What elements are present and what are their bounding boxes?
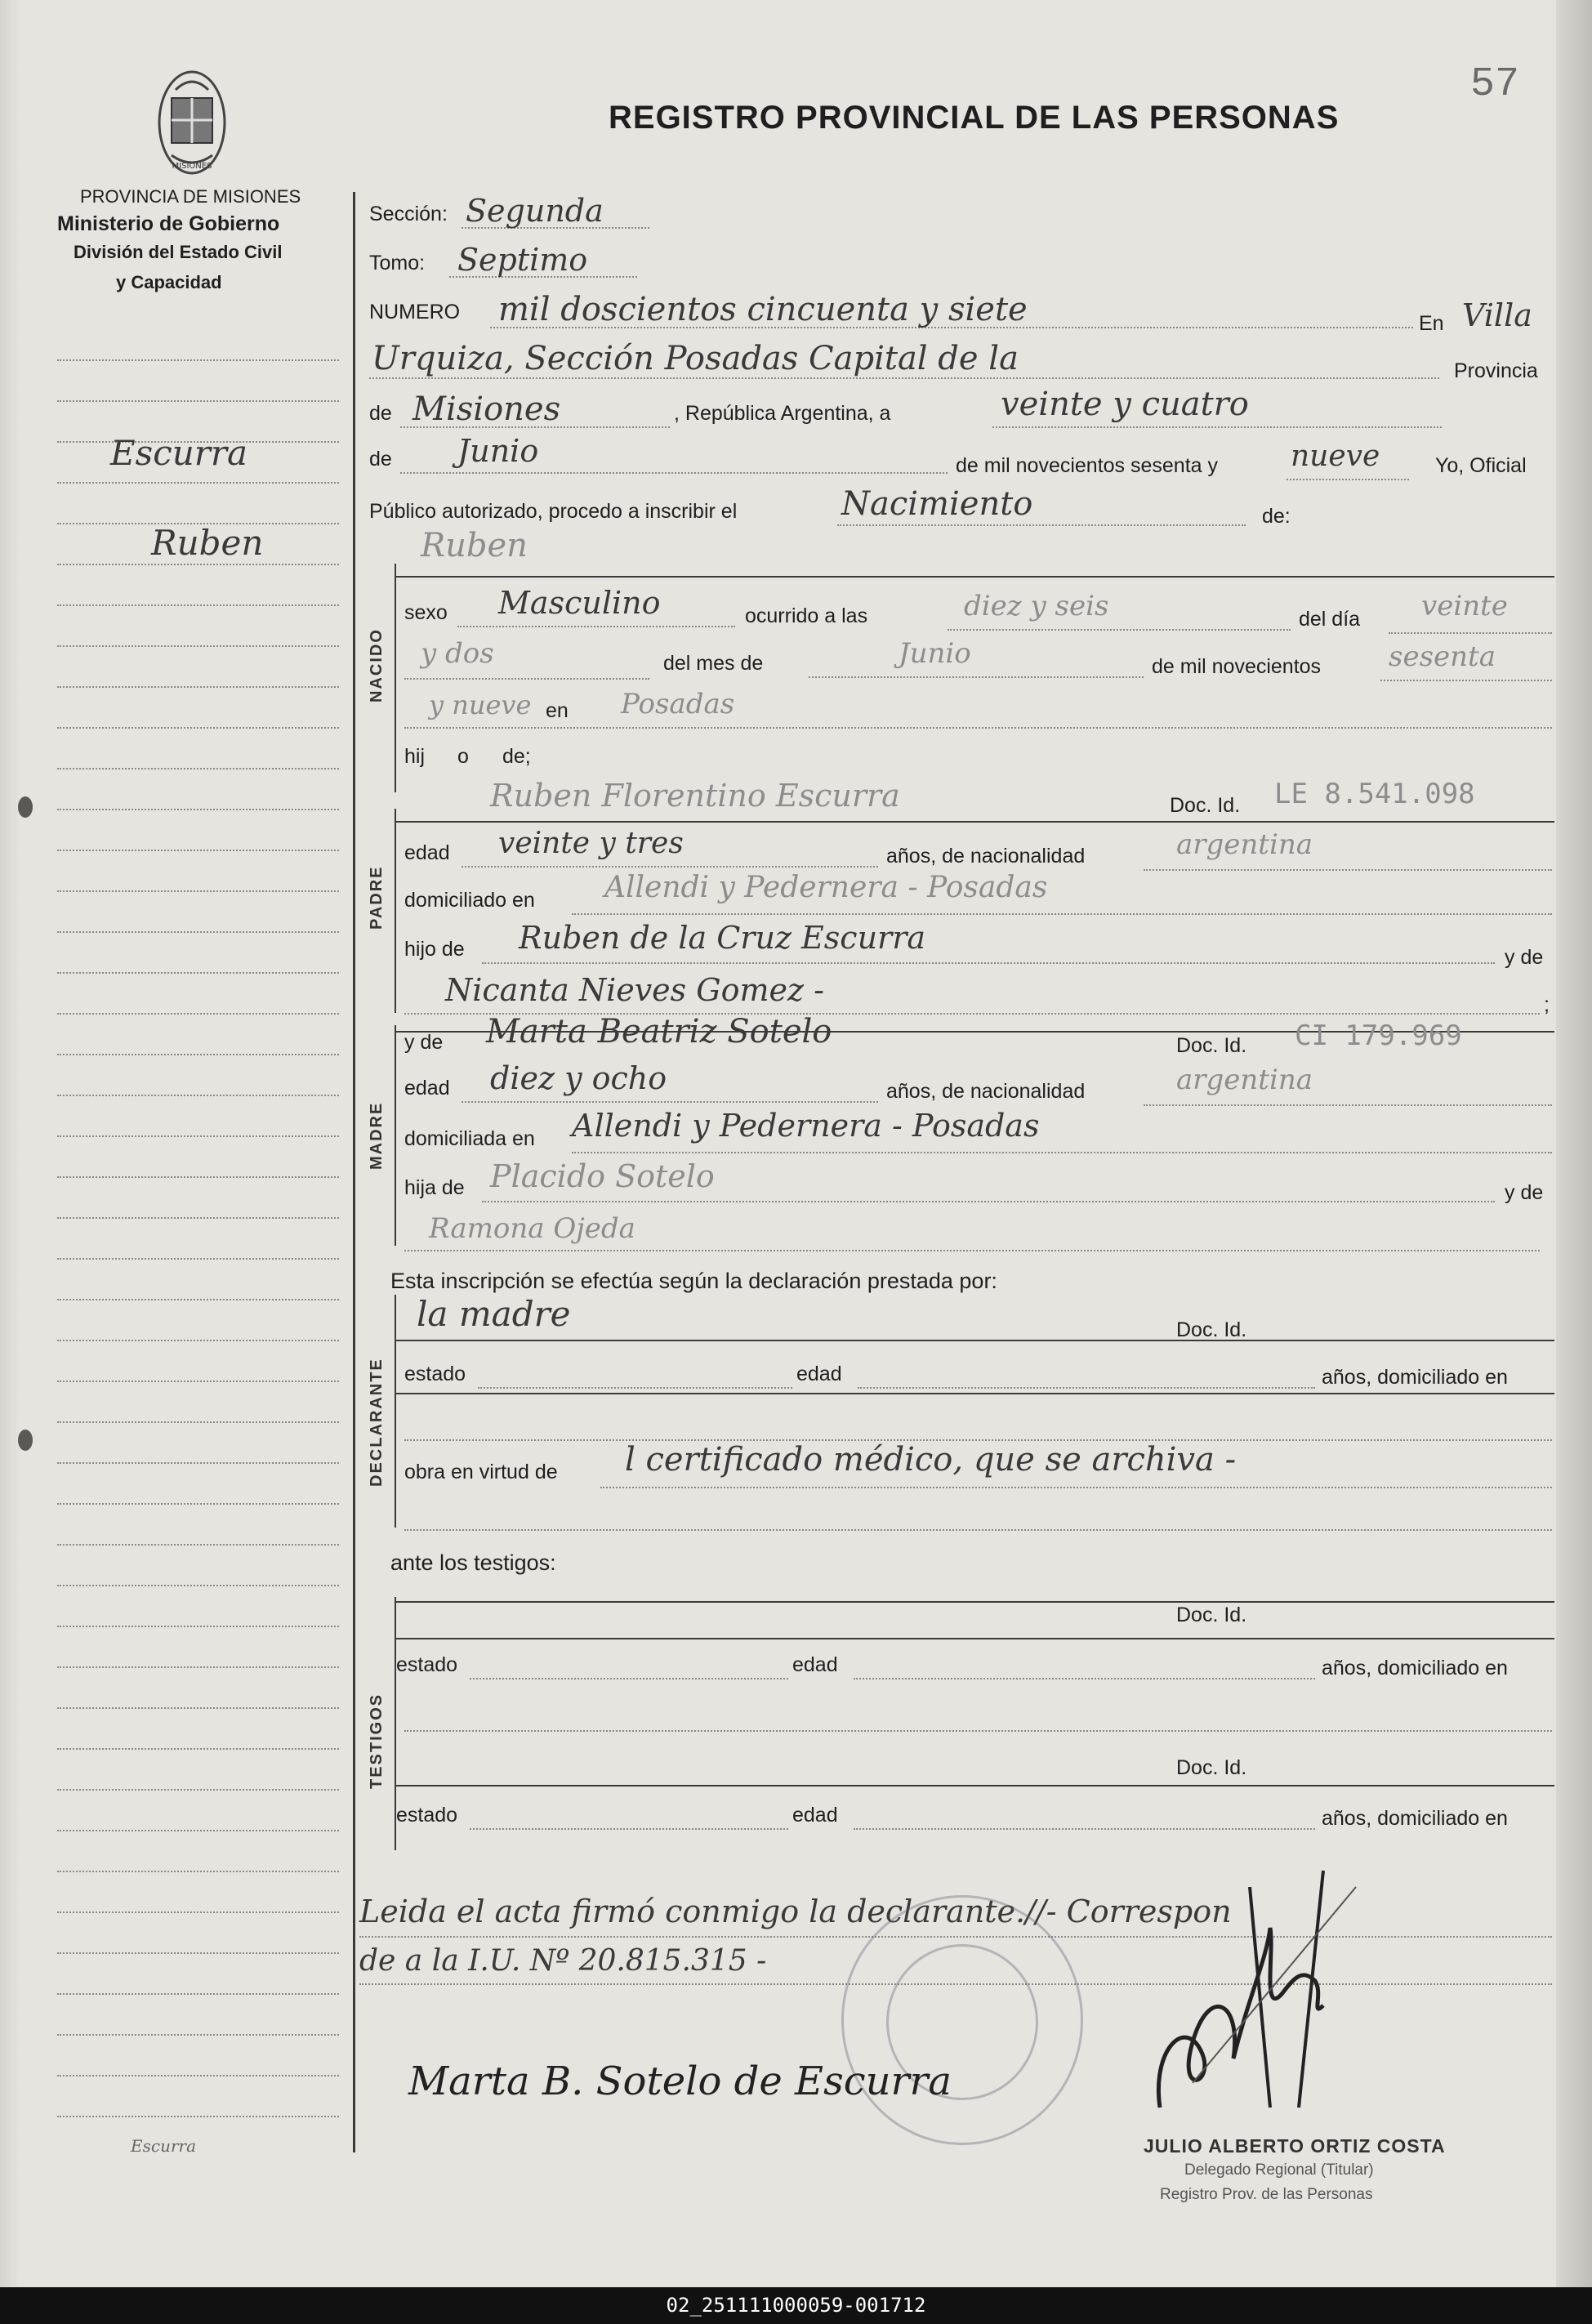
hora-label: ocurrido a las [745, 604, 868, 627]
numero-label: NUMERO [369, 301, 461, 323]
declarante-edad-line [858, 1387, 1315, 1389]
issuer-line-3: División del Estado Civil [74, 242, 283, 262]
margin-ruled-line [57, 400, 339, 402]
page-title: REGISTRO PROVINCIAL DE LAS PERSONAS [609, 100, 1340, 136]
madre-edad-label: edad [404, 1077, 450, 1100]
margin-ruled-line [57, 1871, 339, 1872]
rule-declarante-mid [395, 1393, 1554, 1394]
en-value-2: Urquiza, Sección Posadas Capital de la [372, 340, 1019, 377]
madre-nac-value: argentina [1176, 1064, 1313, 1096]
de-label-1: de [369, 402, 392, 425]
dia-value: veinte y cuatro [1001, 386, 1249, 423]
mes-value: Junio [457, 433, 539, 469]
padre-padre-de: Ruben de la Cruz Escurra [519, 920, 926, 956]
sexo-line [457, 626, 735, 627]
margin-ruled-line [57, 1707, 339, 1709]
issuer-line-4: y Capacidad [116, 272, 222, 292]
padre-doc-label: Doc. Id. [1170, 794, 1241, 817]
anio-nac-line [1380, 680, 1552, 681]
margin-ruled-line [57, 1666, 339, 1668]
firma-declarante: Marta B. Sotelo de Escurra [408, 2059, 952, 2104]
testigo2-estado-label: estado [396, 1804, 458, 1827]
margin-note-surname: Escurra [110, 433, 247, 473]
sexo-label: sexo [404, 601, 448, 624]
anio-nac-value-2: y nueve [429, 689, 532, 720]
padre-domicilio-label: domiciliado en [404, 889, 535, 912]
declarante-edad-label: edad [796, 1363, 842, 1385]
declarante-estado-label: estado [404, 1363, 466, 1385]
oficial-cargo: Delegado Regional (Titular) [1184, 2161, 1374, 2179]
padre-nac-value: argentina [1176, 828, 1313, 861]
madre-madre-de: Ramona Ojeda [429, 1212, 635, 1245]
issuer-line-2: Ministerio de Gobierno [57, 212, 280, 235]
madre-madre-de-line [404, 1250, 1540, 1251]
section-divider-madre [395, 1025, 396, 1246]
emblem-motto: MISIONES [172, 162, 212, 171]
madre-doc-label: Doc. Id. [1176, 1034, 1247, 1057]
mes-line [400, 472, 948, 474]
margin-ruled-line [57, 931, 339, 933]
page-edge [1556, 0, 1592, 2324]
de-colon-label: de: [1262, 505, 1291, 528]
seccion-label: Sección: [369, 203, 448, 225]
margin-ruled-line [57, 686, 339, 688]
margin-ruled-line [57, 1952, 339, 1954]
margin-ruled-line [57, 890, 339, 892]
lugar-line [369, 377, 1439, 379]
anio-line [1287, 479, 1409, 480]
tomo-value: Septimo [457, 242, 588, 278]
madre-nac-label: años, de nacionalidad [886, 1080, 1086, 1103]
madre-edad-value: diez y ocho [490, 1060, 667, 1096]
mes-nac-line [809, 676, 1144, 678]
nacido-nombre: Ruben [421, 527, 528, 564]
en-nac-label: en [546, 699, 569, 722]
dia-label: del día [1299, 608, 1361, 631]
sexo-value: Masculino [498, 585, 661, 621]
mes-nac-label: del mes de [663, 652, 764, 675]
margin-ruled-line [57, 1830, 339, 1831]
testigo1-edad-label: edad [792, 1653, 838, 1676]
acto-value: Nacimiento [841, 485, 1033, 523]
padre-edad-label: edad [404, 841, 450, 864]
anio-nac-value-1: sesenta [1389, 640, 1496, 673]
madre-domicilio-label: domiciliada en [404, 1127, 535, 1150]
margin-ruled-line [57, 972, 339, 974]
rule-testigos-doc2 [395, 1785, 1554, 1786]
margin-ruled-line [57, 809, 339, 810]
testigo1-estado-line [470, 1678, 788, 1679]
madre-y-de-label2: y de [1505, 1181, 1544, 1204]
testigo2-edad-line [854, 1828, 1315, 1830]
declarante-intro: Esta inscripción se efectúa según la declaración prestada por: [390, 1269, 997, 1293]
margin-ruled-line [57, 645, 339, 647]
hijo-de-label: de; [502, 745, 531, 768]
section-divider-padre [395, 809, 396, 1013]
margin-ruled-line [57, 1095, 339, 1096]
binding-hole [18, 796, 33, 818]
padre-domicilio-line [572, 913, 1552, 915]
margin-ruled-line [57, 1626, 339, 1627]
de-label-2: de [369, 448, 392, 471]
margin-note-small: Escurra [131, 2136, 196, 2156]
hijo-suffix: o [457, 745, 469, 768]
acto-line [837, 524, 1246, 526]
anio-value: nueve [1291, 439, 1380, 473]
margin-ruled-line [57, 1258, 339, 1260]
official-signature [1127, 1838, 1372, 2132]
testigo2-edad-label: edad [792, 1804, 838, 1827]
issuer-line-1: PROVINCIA DE MISIONES [80, 186, 301, 207]
provincial-coat-of-arms-icon [155, 65, 229, 180]
hijo-label: hij [404, 745, 426, 768]
rule-padre-top [395, 821, 1554, 823]
obra-line [600, 1487, 1552, 1488]
testigo1-edad-line [854, 1678, 1315, 1679]
margin-ruled-line [57, 482, 339, 484]
margin-ruled-line [57, 1789, 339, 1791]
margin-ruled-line [57, 1585, 339, 1586]
madre-y-de-label: y de [404, 1031, 444, 1054]
label-testigos: TESTIGOS [368, 1693, 386, 1789]
rule-nacido-top [395, 576, 1554, 578]
margin-ruled-line [57, 2116, 339, 2117]
padre-domicilio-value: Allendi y Pedernera - Posadas [604, 871, 1048, 904]
lugar-nac-line [404, 727, 1552, 729]
margin-ruled-line [57, 1993, 339, 1995]
padre-madre-de: Nicanta Nieves Gomez - [445, 972, 824, 1008]
scan-id-footer: 02_251111000059-001712 [0, 2287, 1592, 2324]
padre-hijo-de-line [482, 962, 1495, 964]
padre-y-de-label: y de [1505, 946, 1544, 969]
margin-ruled-line [57, 1013, 339, 1015]
oficial-registro: Registro Prov. de las Personas [1160, 2186, 1373, 2203]
margin-ruled-line [57, 604, 339, 606]
madre-nac-line [1144, 1104, 1552, 1106]
label-nacido: NACIDO [368, 628, 386, 703]
section-divider-declarante [395, 1295, 396, 1528]
margin-ruled-line [57, 1503, 339, 1505]
padre-doc-value: LE 8.541.098 [1274, 778, 1475, 810]
en-label: En [1419, 312, 1444, 335]
dia-nac-line [1389, 632, 1552, 634]
madre-doc-value: CI 179.969 [1295, 1019, 1462, 1052]
margin-ruled-line [57, 1340, 339, 1341]
declarante-nombre: la madre [417, 1294, 571, 1334]
margin-ruled-line [57, 1176, 339, 1178]
margin-ruled-line [57, 768, 339, 769]
margin-note-name: Ruben [151, 523, 264, 563]
obra-value: l certificado médico, que se archiva - [625, 1441, 1237, 1479]
padre-edad-value: veinte y tres [498, 827, 684, 860]
dia-line [992, 426, 1442, 428]
numero-value: mil doscientos cincuenta y siete [498, 291, 1028, 328]
binding-edge [0, 0, 21, 2287]
madre-nombre: Marta Beatriz Sotelo [486, 1013, 832, 1050]
publico-label: Público autorizado, procedo a inscribir el [369, 500, 738, 523]
margin-ruled-line [57, 727, 339, 729]
madre-edad-line [462, 1101, 878, 1103]
tomo-label: Tomo: [369, 252, 426, 274]
provincia-label: Provincia [1454, 359, 1538, 382]
margin-ruled-line [57, 1462, 339, 1464]
hora-value: diez y seis [964, 590, 1109, 622]
testigo1-domicilio-line [404, 1730, 1552, 1732]
page-number: 57 [1470, 61, 1520, 108]
anio-label: de mil novecientos sesenta y [956, 454, 1219, 477]
testigo2-estado-line [470, 1828, 788, 1830]
en-value-1: Villa [1462, 297, 1532, 333]
declarante-estado-line [478, 1387, 792, 1389]
rule-testigos-doc1 [395, 1638, 1554, 1639]
margin-ruled-line [57, 1299, 339, 1300]
margin-ruled-line [57, 2034, 339, 2036]
padre-nac-line [1144, 869, 1552, 871]
margin-ruled-line [57, 1135, 339, 1137]
anio-nac-label: de mil novecientos [1152, 655, 1322, 678]
testigo1-estado-label: estado [396, 1653, 458, 1676]
margin-ruled-line [57, 2075, 339, 2076]
padre-semicolon: ; [1544, 993, 1550, 1016]
margin-ruled-line [57, 359, 339, 361]
margin-ruled-line [57, 564, 339, 565]
provincia-value: Misiones [412, 390, 561, 428]
label-padre: PADRE [368, 865, 386, 930]
rule-declarante-top [395, 1340, 1554, 1341]
margin-ruled-line [57, 850, 339, 851]
lugar-nac-value: Posadas [621, 688, 735, 720]
label-declarante: DECLARANTE [368, 1358, 386, 1487]
margin-ruled-line [57, 1911, 339, 1913]
rule-testigos-top [395, 1601, 1554, 1603]
oficial-nombre: JULIO ALBERTO ORTIZ COSTA [1144, 2135, 1446, 2157]
padre-edad-line [462, 866, 878, 868]
margin-ruled-line [57, 1217, 339, 1219]
margin-ruled-line [57, 1748, 339, 1750]
label-madre: MADRE [368, 1101, 386, 1170]
mes-nac-value: Junio [899, 637, 971, 670]
testigo1-doc-label: Doc. Id. [1176, 1604, 1247, 1626]
republica-label: , República Argentina, a [674, 402, 891, 425]
cierre-linea-2: de a la I.U. Nº 20.815.315 - [359, 1944, 767, 1978]
margin-ruled-line [57, 1544, 339, 1546]
dia-nac-line-2 [404, 678, 649, 680]
obra-line-2 [404, 1529, 1552, 1531]
oficial-label: Yo, Oficial [1435, 454, 1527, 477]
dia-nac-value-2: y dos [421, 637, 494, 670]
margin-ruled-line [57, 1381, 339, 1382]
margin-ruled-line [57, 1054, 339, 1055]
binding-hole [18, 1430, 33, 1451]
margin-ruled-line [57, 1421, 339, 1423]
madre-padre-de: Placido Sotelo [490, 1158, 715, 1194]
testigos-intro: ante los testigos: [390, 1550, 556, 1575]
cierre-linea-1: Leida el acta firmó conmigo la declarante.//- Correspon [359, 1894, 1232, 1929]
testigo2-domicilio-label: años, domiciliado en [1322, 1807, 1508, 1830]
declarante-domicilio-label: años, domiciliado en [1322, 1366, 1508, 1389]
obra-label: obra en virtud de [404, 1461, 558, 1483]
madre-hija-de-label: hija de [404, 1176, 465, 1199]
section-divider-nacido [395, 564, 396, 792]
dia-nac-value-1: veinte [1421, 590, 1508, 622]
declarante-doc-label: Doc. Id. [1176, 1318, 1247, 1341]
testigo1-domicilio-label: años, domiciliado en [1322, 1657, 1508, 1679]
madre-domicilio-value: Allendi y Pedernera - Posadas [572, 1108, 1040, 1144]
madre-hija-de-line [482, 1201, 1495, 1202]
padre-hijo-de-label: hijo de [404, 938, 465, 961]
seccion-value: Segunda [466, 193, 604, 229]
padre-nac-label: años, de nacionalidad [886, 845, 1086, 868]
hora-line [948, 629, 1291, 631]
margin-divider [353, 192, 355, 2152]
madre-domicilio-line [572, 1152, 1552, 1153]
testigo2-doc-label: Doc. Id. [1176, 1756, 1247, 1779]
padre-nombre: Ruben Florentino Escurra [490, 778, 900, 814]
